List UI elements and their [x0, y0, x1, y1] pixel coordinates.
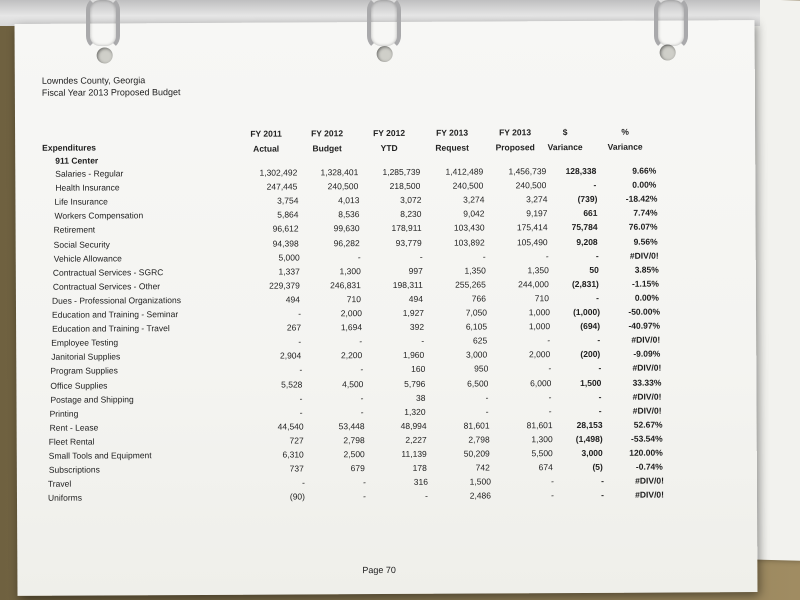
row-value: 2,000	[340, 308, 363, 319]
row-value: 229,379	[269, 280, 300, 291]
column-header-line1: FY 2013	[436, 127, 469, 138]
row-value: 316	[413, 476, 428, 488]
row-value: 3,072	[400, 195, 422, 206]
row-value: 103,430	[453, 222, 485, 234]
row-value: -	[547, 335, 551, 346]
row-value: 178,911	[391, 223, 422, 234]
row-value: 494	[285, 294, 300, 305]
row-value: 99,630	[333, 223, 360, 234]
row-label: Small Tools and Equipment	[48, 450, 152, 461]
row-value: -1.15%	[631, 278, 659, 289]
row-label: Vehicle Allowance	[53, 252, 122, 264]
row-value: -	[551, 476, 554, 487]
row-value: 5,796	[404, 378, 426, 389]
row-value: -18.42%	[625, 193, 658, 204]
row-value: -	[598, 363, 602, 374]
row-value: 1,694	[340, 322, 363, 333]
row-value: 1,927	[402, 307, 425, 318]
row-value: -	[551, 490, 555, 501]
row-label: Education and Training - Travel	[52, 323, 170, 334]
row-value: 128,338	[565, 165, 597, 177]
row-value: (1,000)	[573, 306, 601, 318]
row-value: 6,500	[467, 377, 489, 389]
row-value: 2,227	[405, 434, 427, 445]
row-value: 75,784	[571, 222, 598, 233]
row-value: #DIV/0!	[629, 250, 659, 261]
row-value: 9.56%	[633, 236, 658, 247]
row-value: 178	[412, 462, 427, 473]
row-value: 1,285,739	[382, 166, 421, 178]
row-value: 1,500	[580, 377, 602, 388]
row-value: 28,153	[576, 419, 603, 430]
row-value: #DIV/0!	[632, 405, 662, 416]
row-value: 198,311	[392, 279, 423, 290]
row-value: 255,265	[455, 279, 486, 290]
row-value: -	[298, 308, 302, 319]
row-value: 2,486	[469, 490, 492, 501]
row-value: 1,500	[469, 476, 491, 487]
row-value: 5,500	[531, 448, 553, 459]
row-value: 392	[409, 321, 425, 332]
row-value: 7,050	[465, 307, 488, 318]
column-header	[594, 125, 656, 155]
row-value: 76.07%	[628, 221, 658, 233]
row-value: 1,960	[402, 350, 425, 361]
row-value: (200)	[580, 349, 601, 360]
column-header-line2: Request	[435, 142, 469, 153]
row-value: 6,000	[530, 377, 552, 388]
row-value: -	[598, 391, 602, 402]
row-value: (1,498)	[575, 433, 603, 444]
row-value: 3.85%	[634, 264, 659, 275]
row-value: #DIV/0!	[632, 391, 662, 402]
row-value: -	[360, 406, 364, 417]
row-value: 2,798	[468, 434, 490, 445]
row-value: 997	[408, 265, 423, 276]
row-value: 1,300	[339, 265, 361, 276]
row-value: 246,831	[330, 279, 361, 291]
column-header-line1: FY 2013	[499, 127, 532, 138]
row-value: 674	[538, 462, 553, 473]
row-value: -	[299, 364, 303, 375]
row-value: 950	[474, 363, 489, 374]
row-label: Program Supplies	[50, 365, 118, 377]
row-value: 120.00%	[629, 447, 663, 458]
row-value: 766	[471, 293, 486, 304]
row-value: -	[360, 364, 364, 375]
row-value: 6,105	[465, 321, 488, 332]
row-value: (739)	[577, 194, 598, 205]
row-value: 96,282	[333, 237, 360, 248]
row-value: 50,209	[463, 448, 490, 459]
column-header-line2: Variance	[607, 141, 643, 152]
row-value: 1,000	[528, 307, 551, 318]
row-value: (694)	[580, 320, 601, 332]
row-value: 105,490	[516, 236, 548, 247]
row-label: Uniforms	[47, 492, 83, 504]
row-value: -	[357, 251, 361, 262]
column-header-line1: $	[562, 127, 568, 138]
row-value: (90)	[289, 491, 306, 502]
row-label: Office Supplies	[50, 379, 108, 391]
row-value: 5,528	[281, 378, 303, 390]
row-value: 53,448	[338, 420, 365, 432]
row-value: 4,500	[342, 378, 364, 389]
row-value: 44,540	[277, 421, 304, 432]
row-value: 9,042	[463, 208, 485, 219]
row-value: 94,398	[272, 237, 299, 249]
column-header-line2: YTD	[380, 142, 398, 154]
row-value: #DIV/0!	[635, 489, 665, 500]
column-header	[534, 125, 596, 155]
row-label: Travel	[47, 478, 72, 489]
row-value: 93,779	[395, 237, 422, 248]
row-value: 625	[472, 335, 488, 346]
row-value: -	[299, 393, 303, 404]
row-value: -	[360, 392, 364, 403]
row-label: Postage and Shipping	[50, 393, 134, 405]
row-value: -53.54%	[630, 433, 663, 444]
row-value: -40.97%	[628, 320, 661, 331]
row-value: -	[597, 335, 601, 346]
binder-ring	[367, 0, 401, 50]
column-header-line1: FY 2011	[250, 128, 282, 139]
row-value: -	[419, 251, 423, 262]
row-value: 11,139	[401, 448, 427, 459]
page-number: Page 70	[362, 564, 396, 576]
row-value: 50	[589, 264, 599, 275]
row-value: 742	[475, 462, 490, 473]
row-value: -	[302, 477, 305, 488]
row-value: -	[298, 336, 302, 347]
row-value: 494	[408, 293, 423, 304]
row-value: 727	[289, 435, 304, 446]
row-value: -	[548, 405, 552, 416]
row-value: 1,300	[531, 434, 553, 445]
row-value: 240,500	[515, 180, 547, 191]
row-value: -	[548, 363, 552, 374]
row-value: 3,000	[581, 447, 603, 458]
row-value: 81,601	[526, 419, 553, 431]
row-value: 2,000	[528, 349, 551, 360]
row-value: -9.09%	[633, 348, 661, 360]
row-value: -	[601, 490, 605, 501]
row-value: 7.74%	[633, 207, 658, 219]
row-value: 4,013	[338, 195, 360, 206]
row-value: 2,200	[340, 350, 363, 361]
column-header-line1: FY 2012	[311, 128, 344, 139]
row-value: 9,197	[526, 208, 548, 219]
row-value: (5)	[592, 461, 603, 473]
row-label: Janitorial Supplies	[51, 351, 121, 363]
row-label: Printing	[49, 408, 79, 419]
column-header-line2: Variance	[547, 141, 583, 153]
row-label: Education and Training - Seminar	[52, 309, 179, 320]
row-label: Employee Testing	[51, 337, 119, 348]
row-value: 38	[415, 392, 426, 403]
row-value: 48,994	[400, 420, 427, 431]
section-911-center: 911 Center	[55, 155, 99, 166]
row-value: 244,000	[518, 278, 549, 290]
row-value: #DIV/0!	[632, 362, 662, 374]
row-value: -	[363, 477, 366, 488]
column-header	[296, 126, 358, 156]
row-value: 1,302,492	[259, 167, 298, 178]
row-label: Subscriptions	[48, 464, 100, 475]
row-label: Health Insurance	[55, 182, 120, 193]
column-header-line1: %	[621, 126, 629, 137]
row-value: 103,892	[453, 236, 485, 248]
binder-ring	[654, 0, 688, 50]
row-value: 5,000	[278, 252, 300, 263]
row-value: 9.66%	[632, 165, 657, 176]
row-value: 737	[289, 463, 304, 474]
column-header	[235, 126, 297, 156]
row-value: -	[593, 179, 597, 191]
row-label: Fleet Rental	[48, 436, 95, 447]
row-value: 3,274	[526, 194, 548, 205]
row-value: 2,500	[343, 449, 365, 460]
row-value: 5,864	[277, 209, 299, 220]
row-value: 1,412,489	[445, 166, 484, 177]
row-value: 661	[583, 208, 598, 219]
row-value: 0.00%	[634, 292, 659, 303]
row-value: 1,350	[527, 264, 549, 275]
row-value: 160	[411, 364, 426, 375]
column-header	[358, 126, 420, 156]
column-header-line2: Proposed	[495, 142, 535, 153]
table-row	[17, 489, 757, 507]
row-value: -50.00%	[628, 306, 661, 317]
row-value: 218,500	[389, 180, 421, 192]
row-value: 710	[346, 294, 361, 305]
row-value: -0.74%	[635, 461, 663, 472]
row-value: -	[421, 335, 425, 347]
row-value: 2,798	[343, 435, 365, 446]
row-value: 710	[534, 293, 549, 304]
row-value: -	[545, 250, 549, 261]
row-value: -	[359, 336, 363, 347]
row-value: 247,445	[266, 181, 298, 192]
row-value: 2,904	[279, 350, 302, 361]
row-label: Social Security	[53, 238, 110, 250]
row-value: 1,328,401	[320, 167, 359, 178]
row-value: 1,350	[464, 265, 486, 276]
row-value: 6,310	[282, 449, 304, 460]
row-value: 52.67%	[633, 419, 663, 430]
row-value: 8,230	[400, 209, 422, 220]
binder-ring	[86, 0, 120, 50]
row-value: 3,000	[465, 349, 488, 360]
row-value: -	[425, 491, 429, 502]
row-label: Contractual Services - SGRC	[52, 266, 164, 278]
row-value: 1,000	[528, 321, 551, 332]
row-value: -	[363, 491, 367, 502]
row-value: 33.33%	[632, 377, 662, 388]
row-value: 1,320	[404, 406, 426, 417]
row-value: (2,831)	[571, 278, 599, 289]
row-value: 240,500	[452, 180, 484, 191]
row-value: 3,754	[277, 195, 299, 206]
row-value: 3,274	[463, 194, 485, 205]
row-value: 8,536	[338, 209, 360, 220]
row-label: Workers Compensation	[54, 210, 144, 222]
row-value: -	[598, 405, 602, 416]
column-header-line1: FY 2012	[373, 127, 406, 139]
row-value: -	[482, 251, 486, 262]
column-header-line2: Actual	[253, 143, 280, 154]
row-label: Retirement	[53, 224, 96, 236]
row-value: 0.00%	[632, 179, 657, 190]
row-value: 9,208	[576, 236, 598, 247]
row-value: -	[485, 392, 489, 403]
row-value: -	[595, 250, 599, 261]
row-value: -	[548, 391, 552, 402]
column-header-line2: Budget	[312, 143, 342, 154]
row-value: 1,337	[278, 266, 300, 277]
row-value: 96,612	[272, 223, 299, 234]
row-value: 267	[286, 322, 302, 333]
section-expenditures: Expenditures	[42, 142, 97, 153]
row-value: -	[485, 406, 489, 417]
budget-page	[15, 20, 758, 596]
row-value: -	[596, 292, 599, 303]
row-value: 240,500	[327, 181, 359, 192]
row-value: 175,414	[516, 222, 548, 233]
row-label: Life Insurance	[54, 196, 108, 207]
row-label: Rent - Lease	[49, 422, 99, 433]
row-label: Salaries - Regular	[55, 168, 124, 179]
row-label: Dues - Professional Organizations	[51, 294, 181, 306]
row-value: #DIV/0!	[631, 334, 661, 345]
column-header	[421, 125, 483, 155]
row-value: 679	[350, 463, 365, 474]
row-value: -	[601, 476, 604, 487]
document-title: Fiscal Year 2013 Proposed Budget	[41, 87, 181, 98]
county-name: Lowndes County, Georgia	[41, 75, 146, 86]
row-value: 81,601	[463, 420, 490, 431]
row-label: Contractual Services - Other	[52, 280, 161, 292]
row-value: -	[299, 407, 303, 418]
row-value: #DIV/0!	[635, 475, 664, 486]
row-value: 1,456,739	[508, 166, 547, 177]
